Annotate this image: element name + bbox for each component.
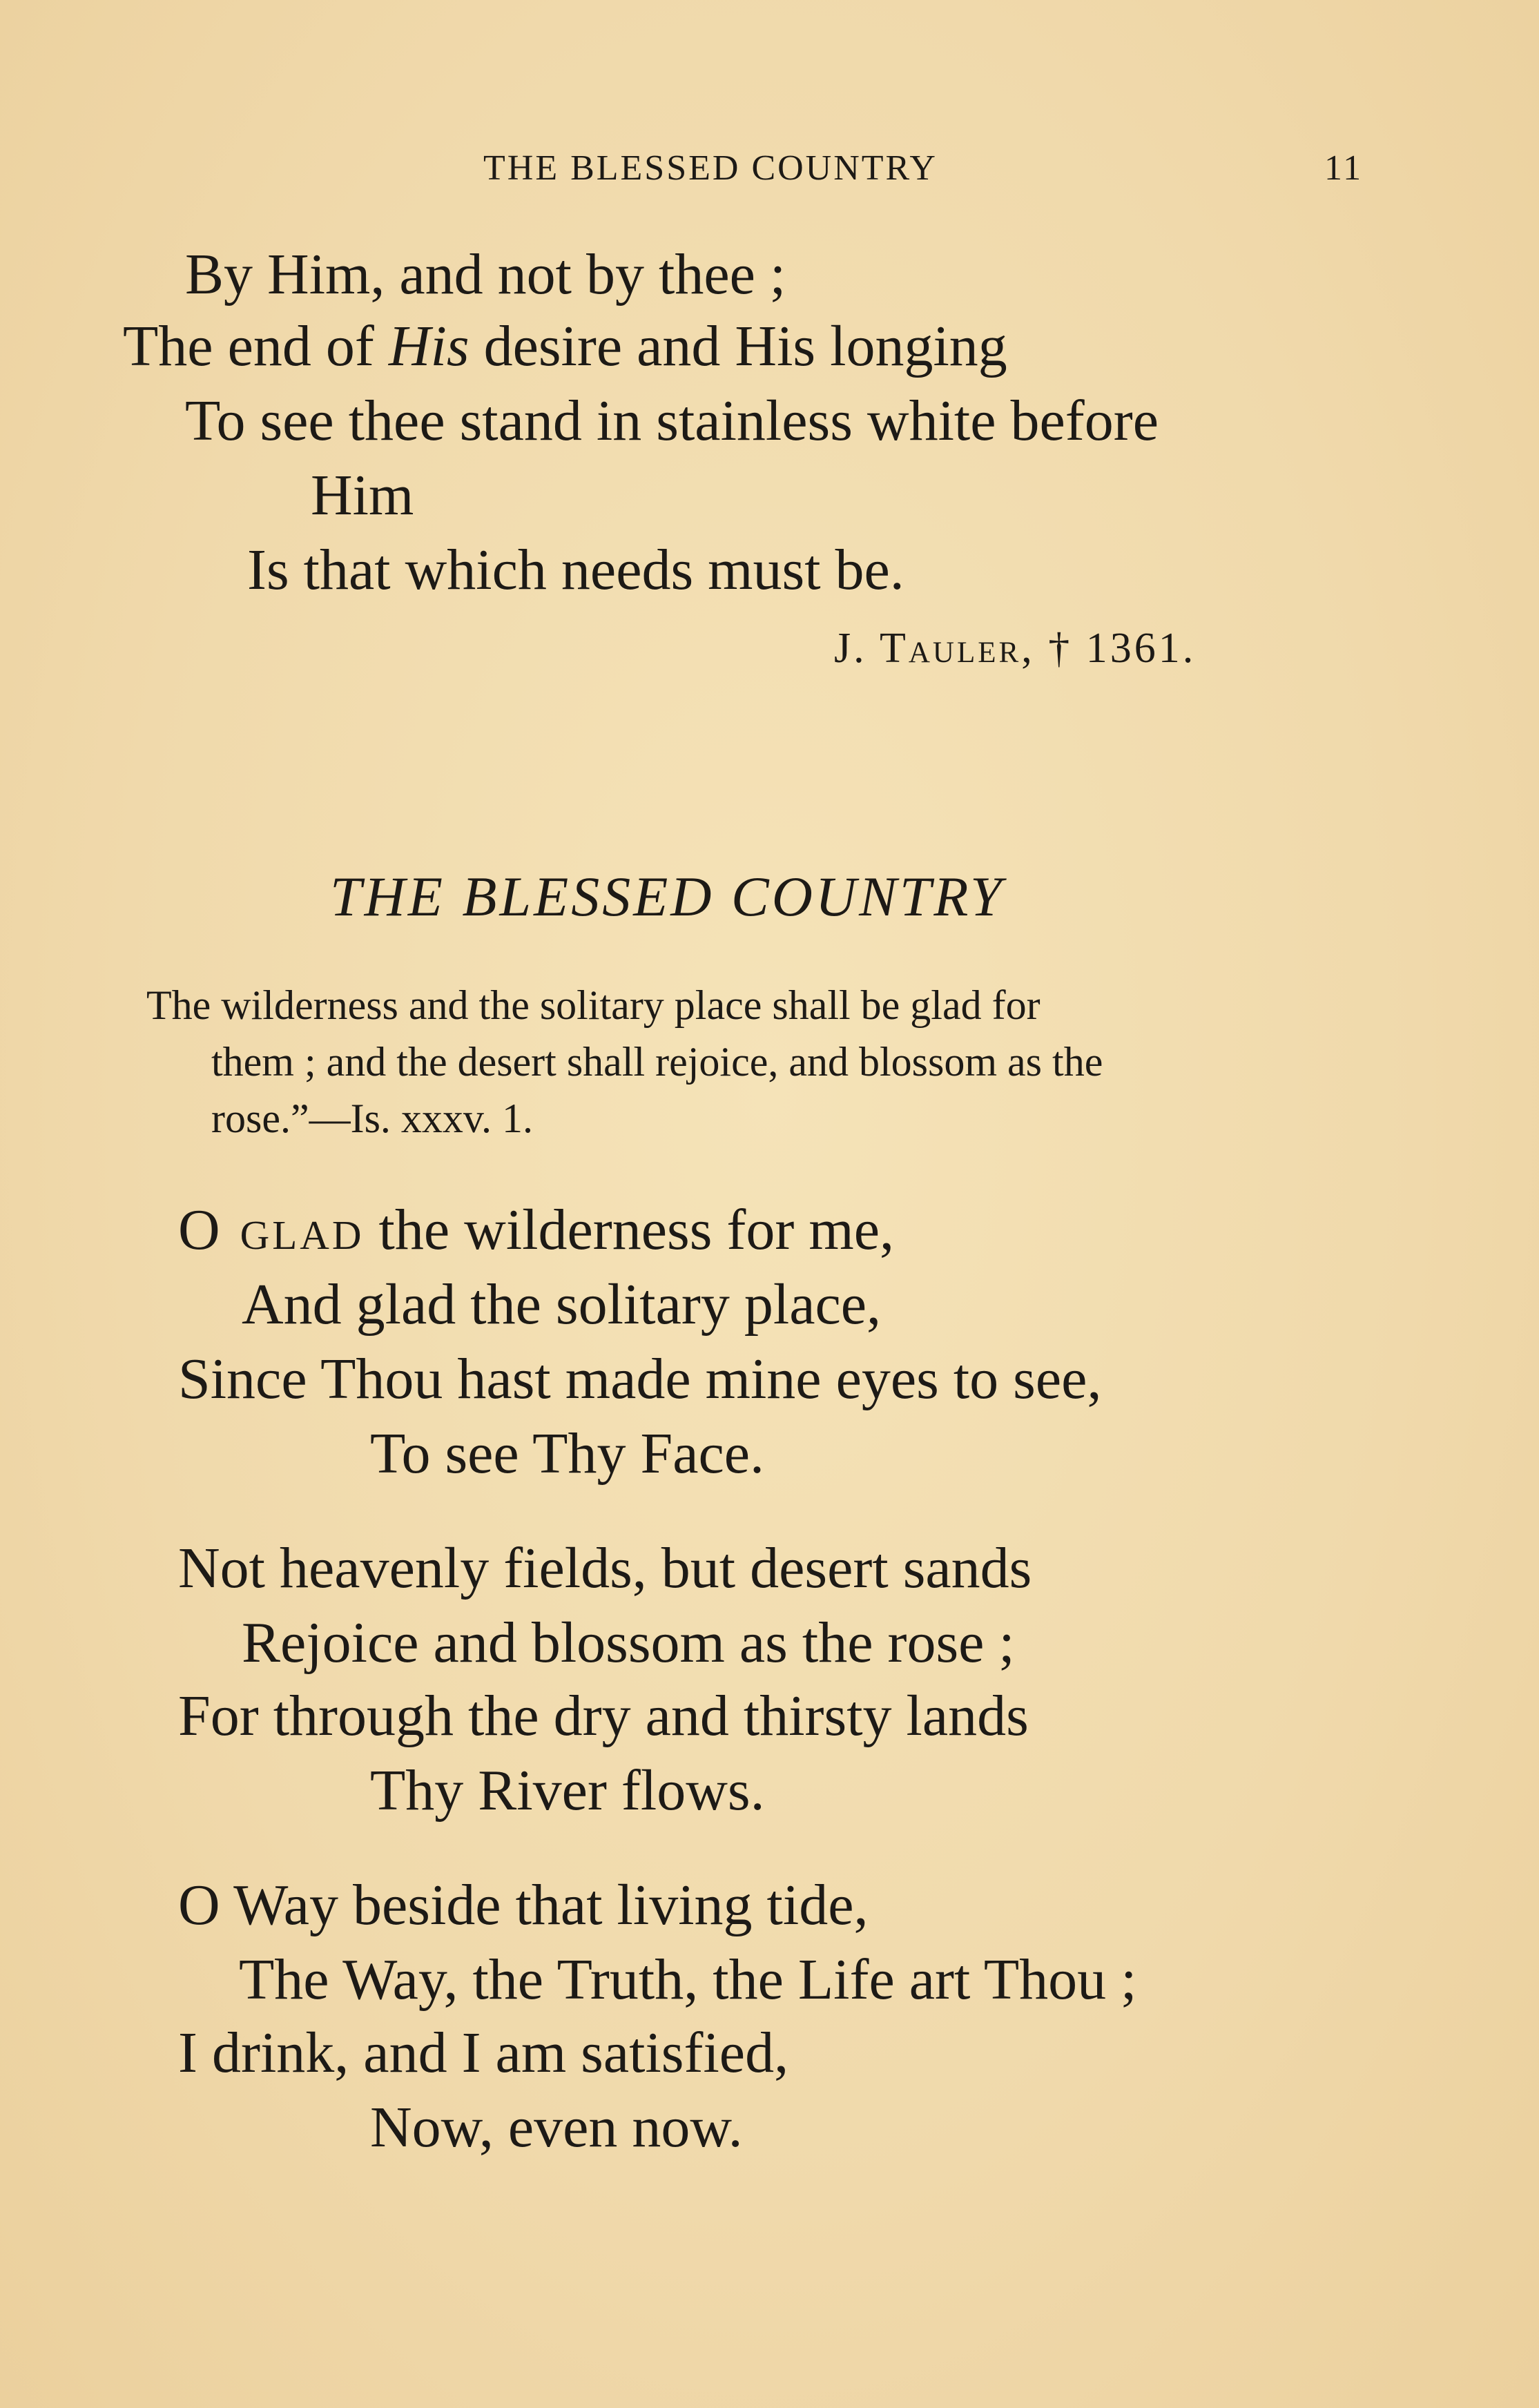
stanza-1-initial: O glad xyxy=(178,1198,365,1262)
stanza-3-line-1: O Way beside that living tide, xyxy=(178,1873,869,1937)
prev-poem-line-1: By Him, and not by thee ; xyxy=(185,242,786,307)
prev-poem-line-3: To see thee stand in stainless white before xyxy=(185,389,1159,453)
epigraph-line-1: The wilderness and the solitary place shall be glad for xyxy=(146,982,1040,1028)
stanza-1-line-1 xyxy=(178,1198,894,1262)
stanza-3-line-3: I drink, and I am satisfied, xyxy=(178,2021,789,2085)
stanza-2-line-4: Thy River flows. xyxy=(370,1758,765,1823)
stanza-3-line-4: Now, even now. xyxy=(370,2095,743,2159)
prev-poem-attribution xyxy=(834,627,1196,670)
prev-poem-line-2 xyxy=(123,314,1007,378)
page-number: 11 xyxy=(1324,148,1364,188)
running-head-title: THE BLESSED COUNTRY xyxy=(483,148,938,188)
epigraph-line-3: rose.”—Is. xxxv. 1. xyxy=(211,1096,534,1141)
stanza-2-line-3: For through the dry and thirsty lands xyxy=(178,1684,1029,1748)
prev-poem-line-2-before: The end of xyxy=(123,314,389,378)
stanza-1-line-3: Since Thou hast made mine eyes to see, xyxy=(178,1347,1102,1411)
attribution-text: J. Tauler, † 1361. xyxy=(834,625,1197,672)
prev-poem-line-2-emphasis: His xyxy=(388,314,470,378)
prev-poem-line-5: Is that which needs must be. xyxy=(247,538,904,602)
stanza-2-line-1: Not heavenly fields, but desert sands xyxy=(178,1536,1032,1600)
stanza-3-line-2: The Way, the Truth, the Life art Thou ; xyxy=(239,1948,1137,2012)
stanza-1-line-1-rest: the wilderness for me, xyxy=(364,1198,894,1262)
poem-title: THE BLESSED COUNTRY xyxy=(330,865,1005,928)
epigraph-line-2: them ; and the desert shall rejoice, and blossom as the xyxy=(211,1039,1103,1085)
prev-poem-line-4: Him xyxy=(311,463,414,527)
stanza-1-line-4: To see Thy Face. xyxy=(370,1421,765,1486)
stanza-1-line-2: And glad the solitary place, xyxy=(242,1272,882,1337)
prev-poem-line-2-after: desire and His longing xyxy=(469,314,1007,378)
stanza-2-line-2: Rejoice and blossom as the rose ; xyxy=(242,1611,1015,1675)
